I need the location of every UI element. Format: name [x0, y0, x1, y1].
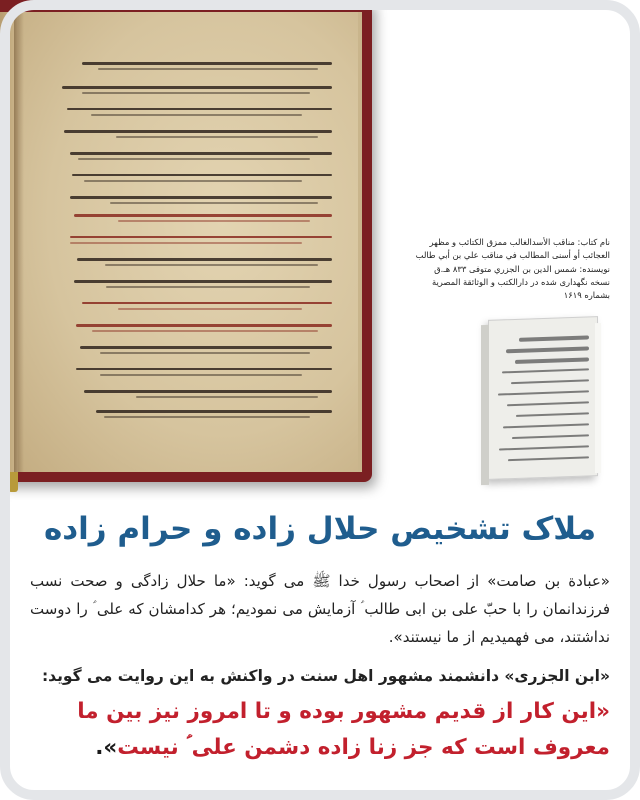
- manuscript-pages: [0, 12, 362, 472]
- manuscript-script-line: [105, 264, 318, 266]
- manuscript-book-image: [0, 0, 372, 482]
- cover-script-line: [516, 412, 589, 417]
- quote-closing-mark: ».: [95, 735, 118, 760]
- book-cover-image: [488, 316, 598, 480]
- caption-line: العجائب أو أسنى المطالب في مناقب علي بن أبي طالب: [415, 250, 610, 261]
- manuscript-script-line: [82, 62, 332, 65]
- manuscript-script-line: [78, 158, 310, 160]
- cover-script-line: [498, 390, 589, 395]
- manuscript-script-line: [74, 280, 332, 283]
- manuscript-script-line: [136, 396, 318, 398]
- manuscript-script-line: [82, 92, 310, 94]
- cover-script-line: [515, 357, 589, 364]
- book-gutter: [14, 12, 24, 472]
- manuscript-script-line: [70, 242, 302, 244]
- caption-line: نسخه نگهداری شده در دارالکتب و الوثائقة المصریة: [431, 276, 610, 287]
- cover-script-line: [499, 445, 589, 450]
- manuscript-script-line: [116, 136, 318, 138]
- manuscript-script-line: [110, 202, 318, 204]
- manuscript-script-line: [76, 368, 332, 370]
- cover-script-line: [502, 368, 589, 373]
- cover-script-line: [508, 456, 589, 461]
- caption-line: نویسنده: شمس الدین بن الجزري متوفی ۸۳۳ هـ.ق: [434, 263, 610, 274]
- manuscript-script-line: [96, 410, 332, 413]
- manuscript-script-line: [98, 68, 318, 70]
- manuscript-script-line: [106, 286, 310, 288]
- manuscript-script-line: [76, 324, 332, 327]
- manuscript-script-line: [64, 130, 332, 133]
- manuscript-page: [18, 12, 358, 472]
- manuscript-script-line: [80, 346, 332, 349]
- manuscript-script-line: [70, 152, 332, 155]
- book-cover-sheet: [595, 323, 601, 473]
- manuscript-script-line: [77, 258, 332, 261]
- manuscript-script-line: [104, 416, 310, 418]
- cover-script-line: [511, 379, 589, 384]
- manuscript-script-line: [84, 180, 302, 182]
- manuscript-script-line: [74, 214, 332, 217]
- manuscript-script-line: [84, 390, 332, 393]
- manuscript-script-line: [100, 374, 302, 376]
- manuscript-script-line: [91, 114, 302, 116]
- cover-script-line: [507, 401, 589, 406]
- manuscript-script-line: [100, 352, 310, 354]
- manuscript-script-line: [70, 236, 332, 238]
- book-cover-spine: [481, 325, 489, 485]
- manuscript-script-line: [62, 86, 332, 89]
- manuscript-script-line: [70, 196, 332, 199]
- ibn-jazari-intro: «ابن الجزری» دانشمند مشهور اهل سنت در واکنش به این روایت می گوید:: [41, 667, 610, 685]
- manuscript-script-line: [82, 302, 332, 304]
- narration-paragraph: «عبادة بن صامت» از اصحاب رسول خدا ﷺ می گوید: «ما حلال زادگی و صحت نسب فرزندانمان را با حبّ علی بن ابی طالب ؑ آزمایش می نمودیم؛ هر کدامشان که علی ؑ را دوست نداشتند، می فهمیدیم از ما نیستند».: [30, 572, 610, 646]
- manuscript-script-line: [67, 108, 332, 110]
- manuscript-script-line: [118, 308, 302, 310]
- caption-line: بشماره ۱۶۱۹: [563, 290, 610, 301]
- manuscript-script-line: [72, 174, 332, 176]
- book-caption: [400, 236, 610, 302]
- caption-line: نام کتاب: مناقب الأسدالغالب ممزق الکتائب و مظهر: [429, 237, 610, 247]
- book-strap: [8, 472, 18, 492]
- highlighted-quote: [30, 694, 610, 766]
- cover-script-line: [503, 423, 589, 428]
- cover-script-line: [519, 335, 589, 341]
- quote-text: «این کار از قدیم مشهور بوده و تا امروز نیز بین ما معروف است که جز زنا زاده دشمن علی ؑ نیست: [77, 699, 610, 760]
- cover-script-line: [506, 346, 589, 353]
- manuscript-script-line: [118, 220, 310, 222]
- manuscript-script-line: [92, 330, 318, 332]
- cover-script-line: [512, 434, 589, 439]
- page-title: ملاک تشخیص حلال زاده و حرام زاده: [43, 511, 597, 547]
